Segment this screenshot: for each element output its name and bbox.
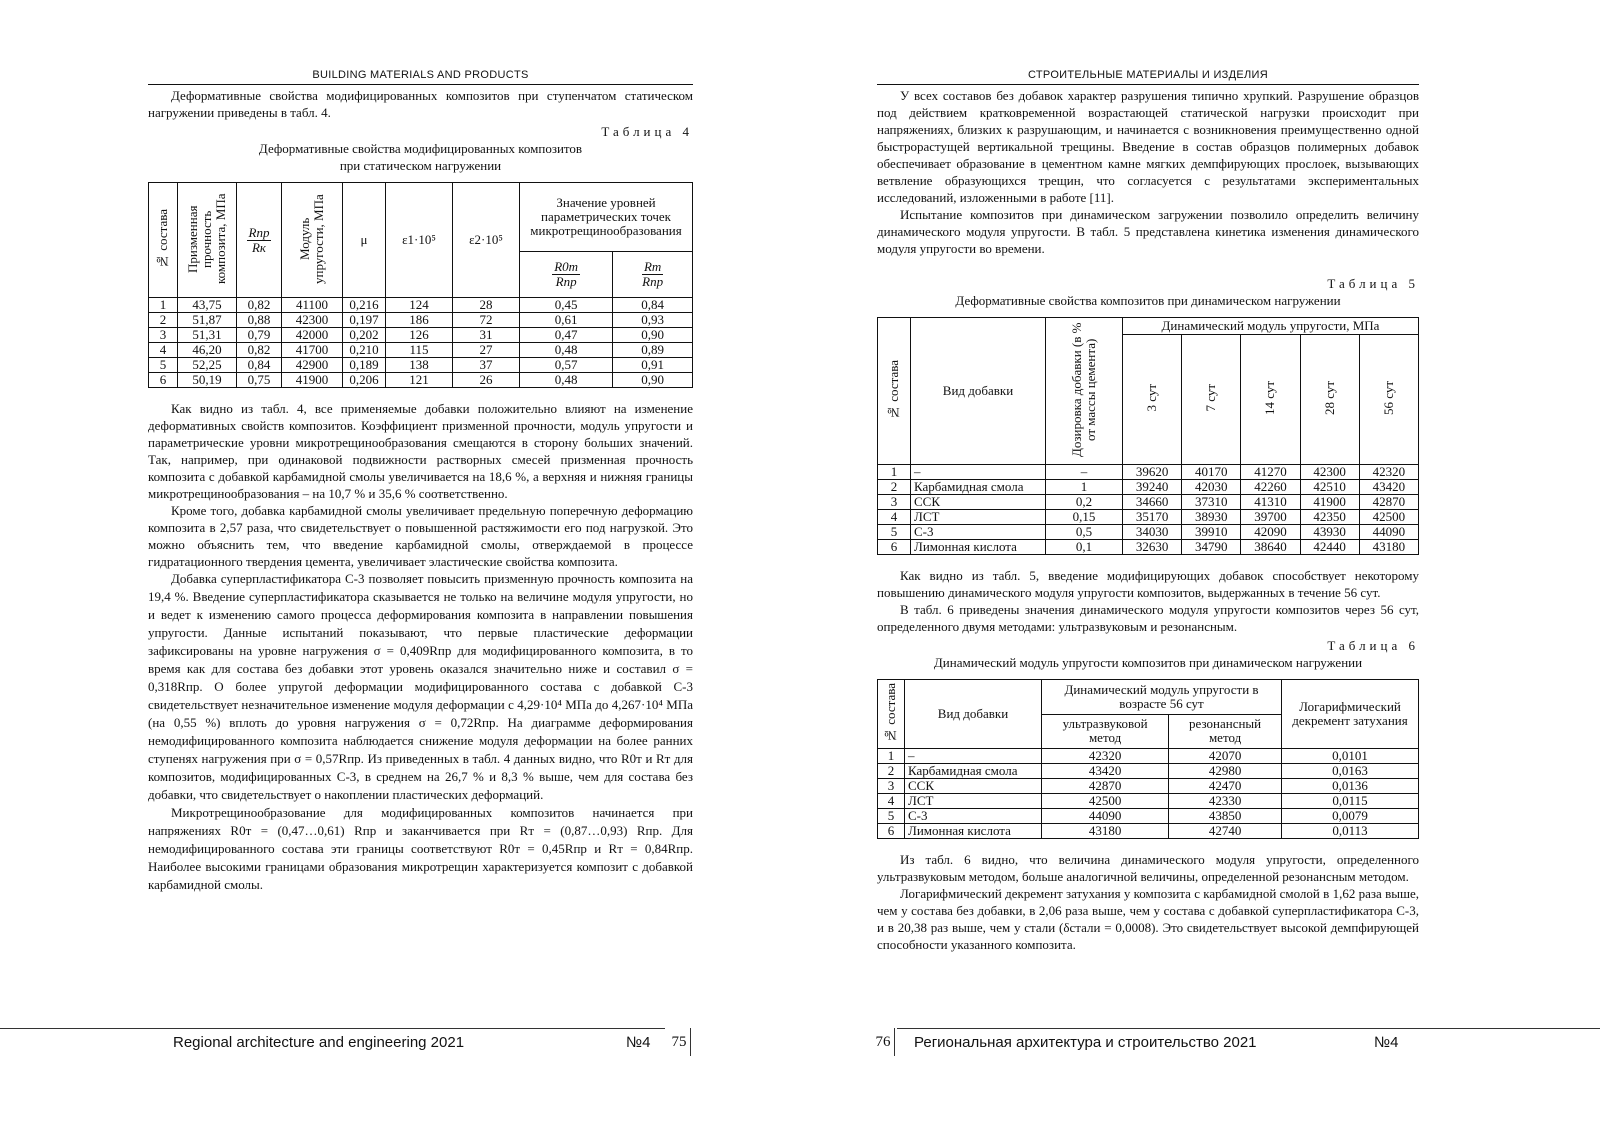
table-cell: 124 [386,298,453,313]
table-cell: – [911,465,1046,480]
right-page [800,0,1600,1132]
table-cell: 42300 [282,313,343,328]
table-cell: 0,82 [237,343,282,358]
col-header: ε1·10⁵ [386,183,453,298]
table-row [878,749,1419,764]
paragraph: У всех составов без добавок характер разрушения типично хрупкий. Разрушение образцов под действием кратковременной возрастающей статической нагрузки происходит при напряжениях, близких к разрушающим, и начинается с возникновения преимущественно одной быстрорастущей вертикальной трещины. Введение в состав образцов полимерных добавок обеспечивает образование в цементном камне мягких демпфирующих прослоек, вызывающих ветвление образующихся трещин, что согласуется с результатами экспериментальных исследований, изложенными в работе [11]. [877,88,1419,205]
table-6 [877,679,1419,839]
col-header: Динамический модуль упругости в возрасте 56 сут [1042,680,1282,715]
table-row [878,525,1419,540]
table-cell: 51,87 [178,313,237,328]
table-cell: 1 [1046,480,1123,495]
col-header-day: 14 сут [1241,335,1300,465]
table-cell: 27 [453,343,520,358]
running-header: СТРОИТЕЛЬНЫЕ МАТЕРИАЛЫ И ИЗДЕЛИЯ [1028,69,1268,81]
footer-issue: №4 [626,1034,651,1051]
table-cell: 28 [453,298,520,313]
table-cell: 6 [878,540,911,555]
left-column [148,87,693,894]
table-row [149,298,693,313]
table-cell: 37 [453,358,520,373]
table-cell: 34660 [1123,495,1182,510]
paragraph: В табл. 6 приведены значения динамического модуля упругости композитов через 56 сут, определенного двумя методами: ультразвуковым и резонансным. [877,602,1419,634]
table-cell: 39910 [1182,525,1241,540]
footer-rule [897,1028,1600,1029]
table-cell: 4 [149,343,178,358]
table-row [878,824,1419,839]
table-cell: 0,1 [1046,540,1123,555]
paragraph: Из табл. 6 видно, что величина динамического модуля упругости, определенного ультразвуковым методом, больше аналогичной величины, определенной резонансным методом. [877,852,1419,884]
table-cell: Лимонная кислота [905,824,1042,839]
table-cell: 0,0136 [1282,779,1419,794]
table-cell: 5 [149,358,178,373]
table-cell: 34030 [1123,525,1182,540]
table-cell: 39620 [1123,465,1182,480]
table-row [149,313,693,328]
table-row [878,764,1419,779]
table-cell: 42440 [1300,540,1359,555]
table-cell: 43420 [1042,764,1169,779]
col-header: № состава [886,359,901,420]
page-number: 76 [872,1028,895,1056]
table-cell: 0,0115 [1282,794,1419,809]
table-title: Динамический модуль упругости композитов при динамическом нагружении [933,655,1363,670]
table-cell: 43420 [1359,480,1418,495]
table-cell: 38640 [1241,540,1300,555]
table-cell: 0,93 [613,313,693,328]
table-cell: 41700 [282,343,343,358]
col-header: Значение уровней параметрических точек микротрещинообразования [520,183,693,252]
col-header: № состава [883,682,898,743]
col-header: Динамический модуль упругости, МПа [1123,318,1419,335]
table-cell: 39700 [1241,510,1300,525]
table-cell: ССК [905,779,1042,794]
table-cell: 0,0101 [1282,749,1419,764]
table-cell: 0,82 [237,298,282,313]
table-cell: 0,84 [237,358,282,373]
table-cell: 0,189 [343,358,386,373]
table-cell: 51,31 [178,328,237,343]
table-caption: Таблица 5 [1327,276,1419,291]
table-row [878,480,1419,495]
table-title: Деформативные свойства композитов при динамическом нагружении [955,293,1341,308]
table-cell: ЛСТ [905,794,1042,809]
col-header: Модуль упругости, МПа [297,193,326,284]
table-cell: С-3 [905,809,1042,824]
paragraph: Логарифмический декремент затухания у композита с карбамидной смолой в 1,62 раза выше, чем у состава без добавки, в 2,06 раза выше, чем у состава с добавкой суперпластификатора С-3, и в 20,38 раз выше, чем у стали (δстали = 0,0008). Это свидетельствует высокой демпфирующей способности указанного композита. [877,886,1419,952]
col-header: резонансный метод [1169,714,1282,749]
table-cell: 42980 [1169,764,1282,779]
table-cell: 0,90 [613,373,693,388]
table-cell: 3 [878,779,905,794]
table-cell: – [905,749,1042,764]
table-cell: 0,79 [237,328,282,343]
table-cell: 26 [453,373,520,388]
footer-title: Regional architecture and engineering 2021 [173,1034,465,1051]
table-cell: 2 [149,313,178,328]
table-cell: 0,47 [520,328,613,343]
running-header: BUILDING MATERIALS AND PRODUCTS [312,69,529,81]
table-cell: 46,20 [178,343,237,358]
table-row [878,794,1419,809]
col-header: ультразвуковой метод [1042,714,1169,749]
table-caption: Таблица 6 [1327,638,1419,653]
table-cell: 0,75 [237,373,282,388]
table-row [149,343,693,358]
paragraph: Как видно из табл. 4, все применяемые добавки положительно влияют на изменение деформативных свойств композитов. Коэффициент призменной прочности, модуль упругости и параметрические уровни микротрещинообразования смещаются в сторону больших значений. Так, например, при одинаковой подвижности растворных смесей призменная прочность композита с добавкой карбамидной смолы увеличивается на 18,6 %, а верхняя и нижняя границы микротрещинообразования – на 10,7 % и 35,6 % соответственно. [148,401,693,501]
table-row [878,495,1419,510]
table-cell: 42260 [1241,480,1300,495]
footer-title: Региональная архитектура и строительство 2021 [914,1034,1257,1051]
table-cell: 0,0113 [1282,824,1419,839]
table-cell: ССК [911,495,1046,510]
table-cell: 6 [149,373,178,388]
col-header: ε2·10⁵ [453,183,520,298]
col-header: $\frac{Rт}{\text{Rпр}}$ [642,258,664,289]
footer-rule [0,1028,665,1029]
col-header-day: 3 сут [1123,335,1182,465]
table-title: Деформативные свойства модифицированных композитов при статическом нагружении [258,141,583,173]
table-cell: 42350 [1300,510,1359,525]
table-cell: 43180 [1359,540,1418,555]
table-cell: 0,5 [1046,525,1123,540]
col-header-day: 28 сут [1300,335,1359,465]
table-cell: 0,90 [613,328,693,343]
table-cell: 52,25 [178,358,237,373]
table-cell: 0,0079 [1282,809,1419,824]
col-header: Вид добавки [905,680,1042,749]
table-cell: 44090 [1359,525,1418,540]
table-cell: 0,0163 [1282,764,1419,779]
table-cell: 115 [386,343,453,358]
paragraph: Микротрещинообразование для модифицированных композитов начинается при напряжениях R0т = (0,47…0,61) Rпр и заканчивается при Rт = (0,87…0,93) Rпр. Для немодифицированного состава эти границы соответствуют R0т = 0,45Rпр и Rт = 0,84Rпр. Наиболее высокими границами образования микротрещин характеризуется композит с добавкой карбамидной смолы. [148,805,693,892]
table-cell: 42740 [1169,824,1282,839]
col-header: Дозировка добавки (в % от массы цемента) [1069,322,1098,457]
table-cell: 186 [386,313,453,328]
table-cell: 0,91 [613,358,693,373]
table-cell: 0,57 [520,358,613,373]
paragraph: Добавка суперпластификатора С-3 позволяет повысить призменную прочность композита на 19,4 %. Введение суперпластификатора сказывается не только на величине модуля упругости, но и ведет к изменению самого процесса деформирования композита в направлении повышения упругости. Данные испытаний показывают, что первые пластические деформации зафиксированы на уровне нагружения σ = 0,409Rпр для модифицированного композита, в то время как для состава без добавки этот уровень оказался значительно ниже и составил σ = 0,318Rпр. О более упругой деформации модифицированного состава с добавкой С-3 свидетельствует незначительное изменение модуля деформации с 4,29·10⁴ МПа до 4,267·10⁴ МПа (на 0,55 %) вплоть до уровня нагружения σ = 0,72Rпр. На диаграмме деформирования немодифицированного композита наблюдается снижение модуля деформации на более ранних ступенях нагружения при σ = 0,57Rпр. Из приведенных в табл. 4 данных видно, что R0т и Rт для композитов, модифицированных С-3, в среднем на 26,7 % и 8,3 % выше, чем для состава без добавки, что свидетельствует о накоплении пластических деформаций. [148,571,693,802]
col-header: μ [343,183,386,298]
table-row [878,809,1419,824]
table-cell: 4 [878,794,905,809]
table-cell: 42320 [1359,465,1418,480]
table-cell: 43,75 [178,298,237,313]
table-cell: 0,2 [1046,495,1123,510]
table-cell: 42000 [282,328,343,343]
col-header: Логарифмический декремент затухания [1282,680,1419,749]
table-row [878,540,1419,555]
col-header-day: 56 сут [1359,335,1418,465]
col-header: Вид добавки [911,318,1046,465]
table-cell: Карбамидная смола [905,764,1042,779]
table-cell: ЛСТ [911,510,1046,525]
table-cell: 1 [149,298,178,313]
table-cell: – [1046,465,1123,480]
table-cell: 42470 [1169,779,1282,794]
table-cell: 41900 [1300,495,1359,510]
table-cell: 42030 [1182,480,1241,495]
paragraph: Как видно из табл. 5, введение модифицирующих добавок способствует некоторому повышению динамического модуля упругости композитов, выдержанных в течение 56 сут. [877,568,1419,600]
table-cell: 42300 [1300,465,1359,480]
table-cell: 43850 [1169,809,1282,824]
table-row [149,373,693,388]
table-cell: 0,48 [520,343,613,358]
table-cell: 2 [878,480,911,495]
table-cell: 42320 [1042,749,1169,764]
table-cell: 5 [878,525,911,540]
table-cell: 0,206 [343,373,386,388]
table-cell: 41270 [1241,465,1300,480]
table-cell: 42870 [1359,495,1418,510]
table-cell: 0,84 [613,298,693,313]
table-cell: 1 [878,749,905,764]
table-cell: 3 [149,328,178,343]
table-cell: 43930 [1300,525,1359,540]
table-5 [877,317,1419,555]
col-header: $\frac{R0т}{\text{Rпр}}$ [554,258,579,289]
table-cell: 50,19 [178,373,237,388]
table-cell: 3 [878,495,911,510]
table-cell: 37310 [1182,495,1241,510]
table-cell: 35170 [1123,510,1182,525]
table-cell: 42500 [1042,794,1169,809]
table-cell: 1 [878,465,911,480]
header-rule [148,84,693,85]
col-header: Призменная прочность композита, МПа [185,193,228,284]
table-cell: 43180 [1042,824,1169,839]
table-cell: 41900 [282,373,343,388]
table-cell: 40170 [1182,465,1241,480]
footer-issue: №4 [1374,1034,1399,1051]
table-cell: 32630 [1123,540,1182,555]
table-row [878,465,1419,480]
table-cell: 0,45 [520,298,613,313]
table-cell: 42330 [1169,794,1282,809]
table-4 [148,182,693,388]
page-number: 75 [668,1028,691,1056]
table-cell: 138 [386,358,453,373]
right-column [877,87,1419,953]
paragraph: Кроме того, добавка карбамидной смолы увеличивает предельную поперечную деформацию композита в 2,57 раза, что свидетельствует о повышенной растяжимости его под нагрузкой. Это можно объяснить тем, что введение карбамидной смолы, отверждаемой в процессе гидратационного твердения цемента, увеличивает эластические свойства композита. [148,503,693,569]
table-cell: 31 [453,328,520,343]
table-cell: 0,210 [343,343,386,358]
table-cell: 0,15 [1046,510,1123,525]
table-cell: Карбамидная смола [911,480,1046,495]
table-cell: 42500 [1359,510,1418,525]
table-cell: 42090 [1241,525,1300,540]
table-cell: 72 [453,313,520,328]
table-row [149,358,693,373]
table-cell: 39240 [1123,480,1182,495]
table-cell: 0,88 [237,313,282,328]
table-cell: 2 [878,764,905,779]
table-cell: 44090 [1042,809,1169,824]
table-cell: 42070 [1169,749,1282,764]
table-cell: 34790 [1182,540,1241,555]
table-cell: 42510 [1300,480,1359,495]
table-cell: 121 [386,373,453,388]
table-cell: 41100 [282,298,343,313]
col-header: $\frac{\text{Rпр}}{Rк}$ [248,224,270,255]
table-cell: 0,197 [343,313,386,328]
table-cell: 41310 [1241,495,1300,510]
col-header: № состава [155,208,170,269]
table-row [149,328,693,343]
table-cell: 6 [878,824,905,839]
table-cell: 5 [878,809,905,824]
paragraph: Испытание композитов при динамическом загружении позволило определить величину динамического модуля упругости. В табл. 5 представлена кинетика изменения динамического модуля упругости во времени. [877,207,1419,256]
table-cell: 42900 [282,358,343,373]
table-cell: Лимонная кислота [911,540,1046,555]
table-row [878,510,1419,525]
col-header-day: 7 сут [1182,335,1241,465]
table-row [878,779,1419,794]
paragraph: Деформативные свойства модифицированных композитов при ступенчатом статическом нагружении приведены в табл. 4. [148,88,693,120]
table-cell: 42870 [1042,779,1169,794]
table-caption: Таблица 4 [601,124,693,139]
table-cell: 4 [878,510,911,525]
table-cell: 0,216 [343,298,386,313]
table-cell: С-3 [911,525,1046,540]
table-cell: 0,89 [613,343,693,358]
table-cell: 38930 [1182,510,1241,525]
table-cell: 0,48 [520,373,613,388]
header-rule [877,84,1419,85]
table-cell: 0,61 [520,313,613,328]
table-cell: 0,202 [343,328,386,343]
table-cell: 126 [386,328,453,343]
